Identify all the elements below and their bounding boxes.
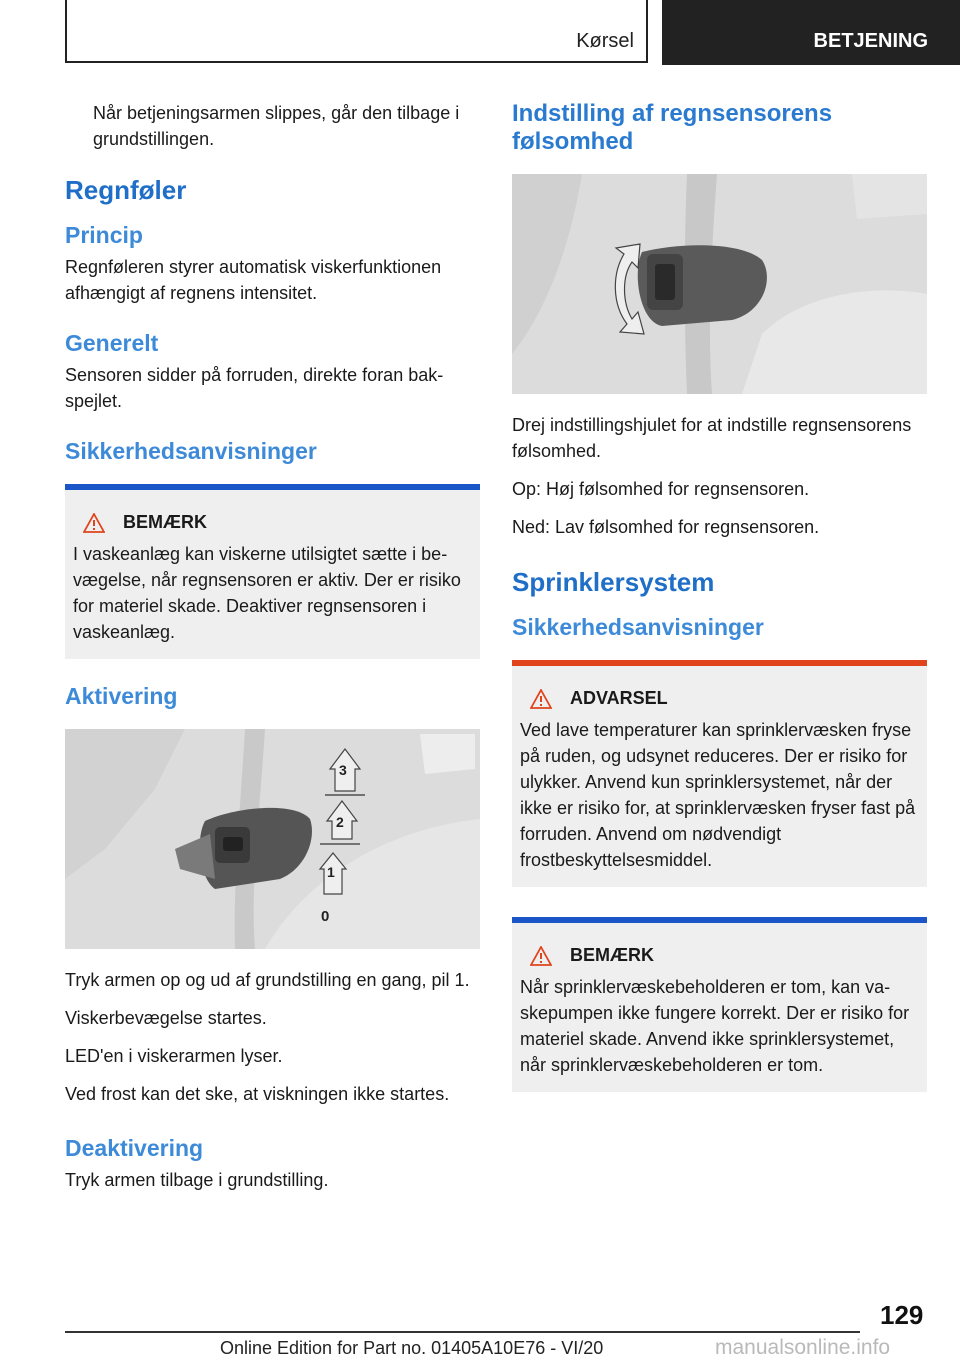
heading-aktivering: Aktivering (65, 683, 178, 709)
position-label-3: 3 (339, 762, 347, 778)
heading-sprinklersystem: Sprinklersystem (512, 567, 715, 597)
heading-sikkerhedsanvisninger-right: Sikkerhedsanvisninger (512, 614, 764, 640)
notice-title: ADVARSEL (570, 688, 668, 708)
notice-text: Ved lave temperaturer kan sprinklervæsken fryse på ruden, og udsynet reduceres. Der er risiko for ulykker. Anvend kun sprinklersystemet, når der ikke er risiko for, at sprinklervæsken fryser fast på forruden. Anvend om nødvendigt frostbeskyttelsesmiddel. (520, 720, 916, 870)
header-section-box (65, 0, 648, 63)
warning-triangle-icon (530, 946, 552, 966)
warning-triangle-icon (83, 513, 105, 533)
indstilling-paragraph-1: Drej indstillingshjulet for at indstille regnsensorens følsomhed. (512, 415, 912, 461)
notice-title: BEMÆRK (570, 945, 654, 965)
header-section-title: Kørsel (576, 30, 634, 52)
heading-indstilling: Indstilling af regnsensorens følsomhed (512, 100, 833, 155)
aktivering-step-2: Viskerbevægelse startes. (65, 1008, 267, 1028)
notice-text: I vaskeanlæg kan viskerne utilsigtet sætte i bevægelse, når regnsensoren er aktiv. Der er risiko for materiel skade. Deaktiver regnsensoren i vaskeanlæg. (73, 544, 461, 642)
notice-title-row (520, 688, 917, 709)
sensitivity-wheel-figure (512, 174, 927, 394)
indstilling-paragraph-2: Op: Høj følsomhed for regnsensoren. (512, 479, 810, 499)
heading-regnfoler: Regnføler (65, 175, 187, 205)
aktivering-step-4: Ved frost kan det ske, at viskningen ikke startes. (65, 1084, 450, 1104)
position-label-0: 0 (321, 908, 330, 925)
aktivering-step-1: Tryk armen op og ud af grundstilling en gang, pil 1. (65, 970, 470, 990)
heading-sikkerhedsanvisninger-left: Sikkerhedsanvisninger (65, 438, 317, 464)
watermark: manualsonline.info (715, 1336, 891, 1359)
position-label-1: 1 (327, 864, 335, 880)
heading-generelt: Generelt (65, 330, 159, 356)
left-column (65, 100, 480, 1205)
notice-title-row (520, 945, 917, 966)
deaktivering-paragraph: Tryk armen tilbage i grundstilling. (65, 1170, 329, 1190)
notice-advarsel (512, 660, 927, 887)
aktivering-step-3: LED'en i viskerarmen lyser. (65, 1046, 283, 1066)
header-chapter-title: BETJENING (813, 30, 928, 52)
generelt-paragraph: Sensoren sidder på forruden, direkte foran bakspejlet. (65, 365, 444, 411)
wiper-lever-figure (65, 729, 480, 949)
position-label-2: 2 (336, 814, 344, 830)
footer-rule (65, 1331, 860, 1333)
princip-paragraph: Regnføleren styrer automatisk viskerfunktionen afhængigt af regnens intensitet. (65, 257, 442, 303)
warning-triangle-icon (530, 689, 552, 709)
notice-title: BEMÆRK (123, 512, 207, 532)
heading-deaktivering: Deaktivering (65, 1135, 204, 1161)
right-column (512, 100, 927, 1112)
header-chapter-tab (662, 0, 960, 65)
intro-paragraph: Når betjeningsarmen slippes, går den tilbage i grundstillingen. (93, 103, 460, 149)
notice-title-row (73, 512, 470, 533)
notice-text: Når sprinklervæskebeholderen er tom, kan vaskepumpen ikke fungere korrekt. Der er risiko for materiel skade. Anvend ikke sprinklersystemet, når sprinklervæskebeholderen er tom. (520, 977, 910, 1075)
footer-edition: Online Edition for Part no. 01405A10E76 - VI/20 (220, 1338, 604, 1358)
page-number: 129 (880, 1300, 924, 1330)
notice-bemaerk-1 (65, 484, 480, 659)
heading-princip: Princip (65, 222, 143, 248)
notice-bemaerk-2 (512, 917, 927, 1092)
indstilling-paragraph-3: Ned: Lav følsomhed for regnsensoren. (512, 517, 820, 537)
